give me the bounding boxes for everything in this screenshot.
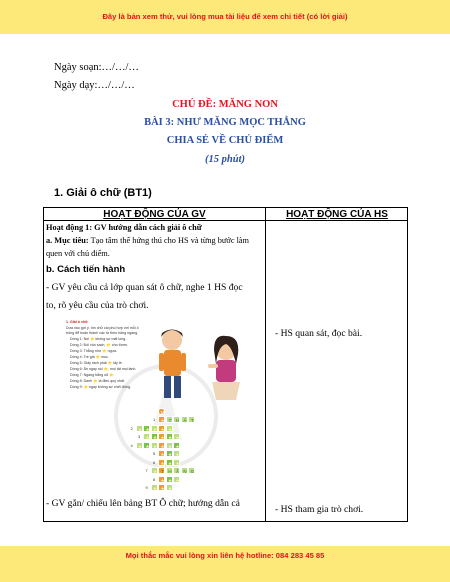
star-icon: ★ [152, 426, 158, 432]
star-icon: ★ [160, 443, 165, 449]
grid-row-number: 5 [153, 451, 156, 456]
duration: (15 phút) [205, 154, 245, 165]
objective-text-1: Tạo tâm thế hứng thú cho HS và từng bước làm [90, 236, 250, 245]
grid-row-number: 9 [145, 485, 148, 490]
grid-cell [136, 442, 143, 449]
grid-letter: Ậ [183, 418, 187, 423]
star-icon: ★ [167, 435, 173, 440]
header-divider [44, 220, 407, 221]
star-icon: ★ [160, 477, 165, 483]
hs-step-1: - HS quan sát, đọc bài. [275, 328, 363, 339]
grid-letter: G [190, 469, 195, 474]
grid-cell [151, 484, 158, 491]
grid-letter: H [175, 418, 180, 423]
grid-row-number: 4 [130, 442, 133, 448]
grid-cell [166, 476, 173, 483]
grid-cell [173, 459, 180, 466]
grid-cell [166, 425, 173, 432]
star-icon: ★ [167, 452, 173, 457]
grid-letter: T [161, 469, 164, 474]
clue-intro-1: Dựa vào gợi ý, tìm chữ cái phù hợp với mỗi ô [66, 326, 139, 330]
clue-row-8: Dòng 8: Danh ⭐ là điều quý nhất. [70, 379, 126, 383]
star-icon: ★ [145, 443, 150, 449]
star-icon: ★ [145, 426, 150, 432]
crossword-illustration [64, 320, 259, 492]
lesson-heading: BÀI 3: NHƯ MĂNG MỌC THẲNG [144, 117, 306, 128]
grid-cell [166, 467, 173, 474]
top-banner-text: Đây là bản xem thử, vui lòng mua tài liệu để xem chi tiết (có lời giải) [102, 12, 348, 21]
grid-cell [158, 484, 165, 491]
clue-row-6: Dòng 6: Ăn ngay nói ⭐, mọi tật mọi lành. [70, 367, 137, 371]
topic-heading: CHỦ ĐỀ: MĂNG NON [172, 99, 278, 110]
grid-row-number: 1 [153, 417, 156, 422]
grid-cell [188, 467, 195, 474]
clue-row-4: Dòng 4: Tre già ⭐ mọc. [70, 355, 109, 359]
gv-step-1b: to, rõ yêu cầu của trò chơi. [46, 300, 149, 311]
grid-row-number: 2 [130, 425, 133, 431]
star-icon: ★ [160, 452, 165, 457]
grid-cell [151, 442, 158, 449]
star-icon: ★ [167, 486, 173, 491]
objective-label: a. Mục tiêu: [46, 236, 89, 245]
star-icon: ★ [175, 477, 180, 483]
clue-row-7: Dòng 7: Ngang bằng sổ ⭐. [70, 373, 115, 377]
star-icon: ★ [152, 443, 158, 449]
clue-row-3: Dòng 3: Thẳng như ⭐ ngựa. [70, 349, 117, 353]
grid-letter: T [191, 418, 194, 423]
star-icon: ★ [167, 477, 173, 483]
star-icon: ★ [175, 435, 180, 440]
grid-letter: Ẳ [175, 469, 179, 474]
grid-cell [173, 476, 180, 483]
grid-cell [151, 425, 158, 432]
objective [46, 235, 263, 248]
grid-cell [158, 467, 165, 474]
objective-text-2: quen với chủ điểm. [46, 249, 110, 258]
clue-row-9: Dòng 9: ⭐ ngay không sợ chết đứng. [70, 385, 131, 389]
grid-cell [158, 459, 165, 466]
header-student: HOẠT ĐỘNG CỦA HS [286, 209, 388, 220]
star-icon: ★ [160, 426, 165, 432]
grid-cell [158, 416, 165, 423]
grid-cell [158, 433, 165, 440]
key-letter-cell [158, 408, 165, 415]
grid-cell [166, 484, 173, 491]
star-icon: ★ [152, 486, 158, 491]
clue-row-2: Dòng 2: Đói cho sạch, ⭐ cho thơm. [70, 343, 128, 347]
grid-cell [166, 416, 173, 423]
key-letter: M [160, 409, 165, 415]
grid-cell [158, 442, 165, 449]
activity-table [43, 207, 408, 522]
date-prepare: Ngày soạn:…/…/… [54, 62, 139, 73]
clue-intro-2: trống để hoàn thành các từ theo hàng ngang. [66, 331, 139, 335]
date-teach: Ngày dạy:…/…/… [54, 80, 135, 91]
star-icon: ★ [160, 435, 165, 440]
girl-figure [208, 336, 240, 400]
grid-cell [158, 450, 165, 457]
grid-cell [188, 416, 195, 423]
gv-step-1a: - GV yêu cầu cả lớp quan sát ô chữ, nghe 1 HS đọc [46, 282, 243, 293]
grid-cell [166, 459, 173, 466]
star-icon: ★ [152, 469, 158, 474]
grid-row-number: 7 [145, 468, 148, 473]
star-icon: ★ [175, 460, 180, 466]
grid-cell [173, 442, 180, 449]
grid-cell [158, 476, 165, 483]
gv-step-2: - GV gắn/ chiếu lên bảng BT Ô chữ; hướng dẫn cả [46, 498, 240, 509]
grid-cell [181, 416, 188, 423]
grid-cell [151, 433, 158, 440]
grid-cell [158, 425, 165, 432]
column-divider [265, 208, 266, 521]
grid-cell [166, 433, 173, 440]
star-icon: ★ [152, 435, 158, 440]
grid-cell [136, 425, 143, 432]
clue-title: 1. Giải ô chữ [66, 320, 88, 324]
section-title: 1. Giải ô chữ (BT1) [54, 187, 152, 199]
grid-cell [143, 425, 150, 432]
grid-row-number: 6 [153, 459, 156, 465]
grid-cell [173, 450, 180, 457]
grid-cell [151, 467, 158, 474]
grid-cell [173, 433, 180, 440]
star-icon: ★ [167, 426, 173, 432]
grid-row-number: 8 [153, 476, 156, 482]
grid-cell [143, 442, 150, 449]
star-icon: ★ [137, 443, 143, 449]
star-icon: ★ [175, 443, 180, 449]
bottom-banner-text: Mọi thắc mắc vui lòng xin liên hệ hotline: 084 283 45 85 [125, 551, 325, 560]
star-icon: ★ [167, 460, 173, 466]
star-icon: ★ [175, 452, 180, 457]
star-icon: ★ [167, 443, 173, 449]
star-icon: ★ [160, 418, 165, 423]
clue-row-1: Dòng 1: Nói ⭐ không sự mất lòng. [70, 337, 127, 341]
boy-figure [159, 330, 186, 399]
grid-cell [143, 433, 150, 440]
star-icon: ★ [160, 460, 165, 466]
grid-letter: N [183, 469, 187, 474]
grid-cell [166, 442, 173, 449]
hs-step-2: - HS tham gia trò chơi. [275, 504, 364, 515]
clue-row-5: Dòng 5: Giấy rách phải ⭐ lấy lề. [70, 361, 123, 365]
header-teacher: HOẠT ĐỘNG CỦA GV [103, 209, 206, 220]
star-icon: ★ [145, 435, 150, 440]
grid-cell [173, 467, 180, 474]
grid-letter: T [168, 418, 172, 423]
grid-row-number: 3 [138, 434, 141, 439]
share-heading: CHIA SẺ VỀ CHỦ ĐIỂM [166, 135, 284, 146]
activity-title: Hoạt động 1: GV hướng dẫn cách giải ô chữ [46, 223, 202, 232]
procedure-label: b. Cách tiến hành [46, 264, 126, 275]
grid-letter: H [168, 469, 172, 474]
grid-cell [173, 416, 180, 423]
grid-cell [166, 450, 173, 457]
star-icon: ★ [160, 486, 165, 491]
grid-cell [181, 467, 188, 474]
star-icon: ★ [137, 426, 143, 432]
